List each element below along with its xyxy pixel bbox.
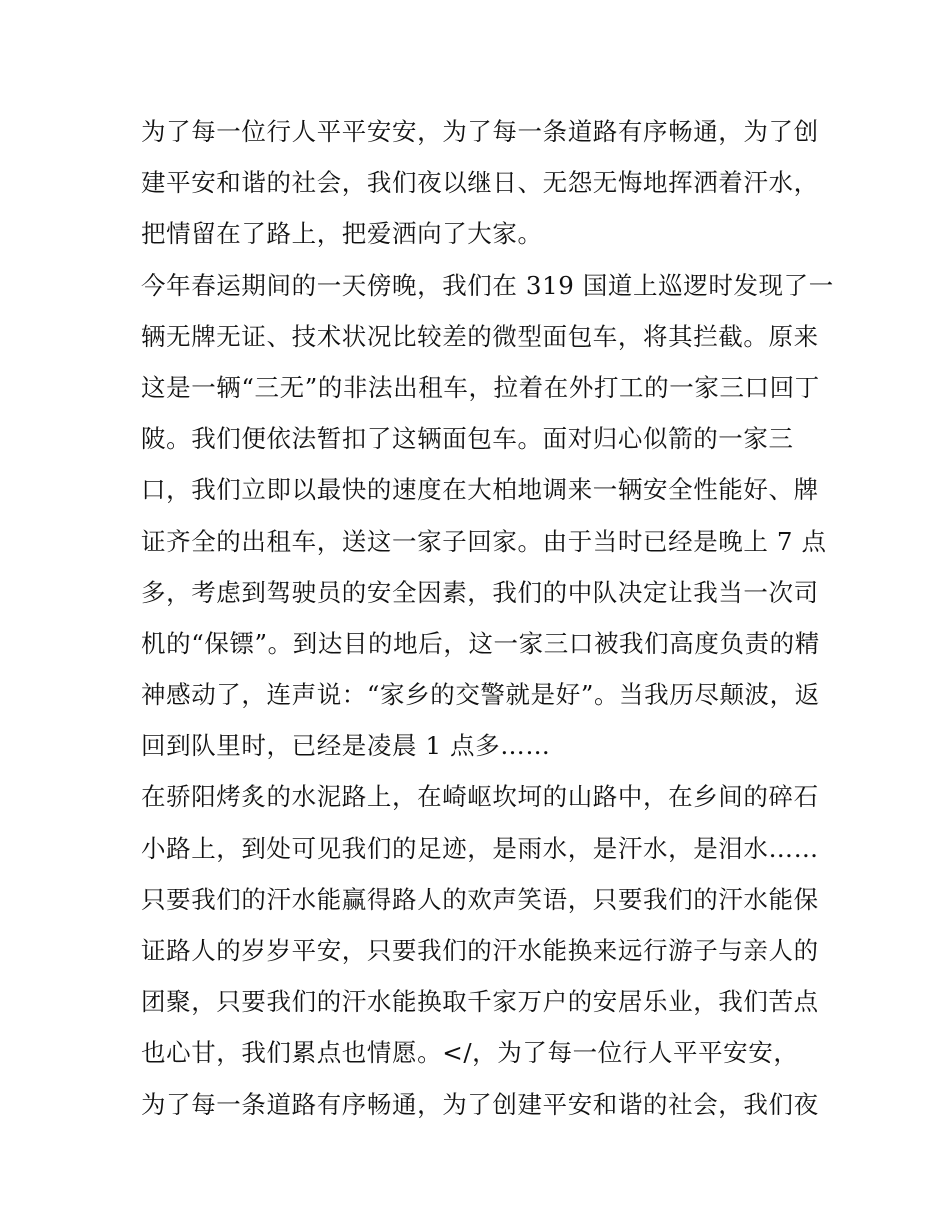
text-line: 建平安和谐的社会，我们夜以继日、无怨无悔地挥洒着汗水， (141, 168, 819, 198)
text-line: 为了每一条道路有序畅通，为了创建平安和谐的社会，我们夜 (141, 1089, 819, 1119)
body-text (141, 106, 834, 1130)
text-line: 也心甘，我们累点也情愿。</，为了每一位行人平平安安， (141, 1038, 799, 1068)
text-line: 这是一辆“三无”的非法出租车，拉着在外打工的一家三口回丁 (141, 372, 820, 402)
text-line: 证齐全的出租车，送这一家子回家。由于当时已经是晚上 7 点 (141, 526, 827, 556)
text-line: 神感动了，连声说：“家乡的交警就是好”。当我历尽颠波，返 (141, 680, 820, 710)
text-line: 团聚，只要我们的汗水能换取千家万户的安居乐业，我们苦点 (141, 987, 819, 1017)
text-line: 证路人的岁岁平安，只要我们的汗水能换来远行游子与亲人的 (141, 936, 819, 965)
text-line: 陂。我们便依法暂扣了这辆面包车。面对归心似箭的一家三 (141, 424, 794, 454)
text-line: 把情留在了路上，把爱洒向了大家。 (141, 219, 543, 249)
text-line: 今年春运期间的一天傍晚，我们在 319 国道上巡逻时发现了一 (141, 270, 834, 300)
text-line: 回到队里时，已经是凌晨 1 点多…… (141, 731, 551, 761)
text-line: 机的“保镖”。到达目的地后，这一家三口被我们高度负责的精 (141, 628, 820, 658)
text-line: 为了每一位行人平平安安，为了每一条道路有序畅通，为了创 (141, 117, 819, 146)
text-line: 在骄阳烤炙的水泥路上，在崎岖坎坷的山路中，在乡间的碎石 (141, 782, 819, 812)
text-line: 只要我们的汗水能赢得路人的欢声笑语，只要我们的汗水能保 (141, 884, 819, 914)
text-line: 辆无牌无证、技术状况比较差的微型面包车，将其拦截。原来 (141, 321, 819, 351)
text-line: 小路上，到处可见我们的足迹，是雨水，是汗水，是泪水…… (141, 833, 819, 863)
text-line: 多，考虑到驾驶员的安全因素，我们的中队决定让我当一次司 (141, 577, 819, 607)
text-line: 口，我们立即以最快的速度在大柏地调来一辆安全性能好、牌 (141, 475, 819, 505)
